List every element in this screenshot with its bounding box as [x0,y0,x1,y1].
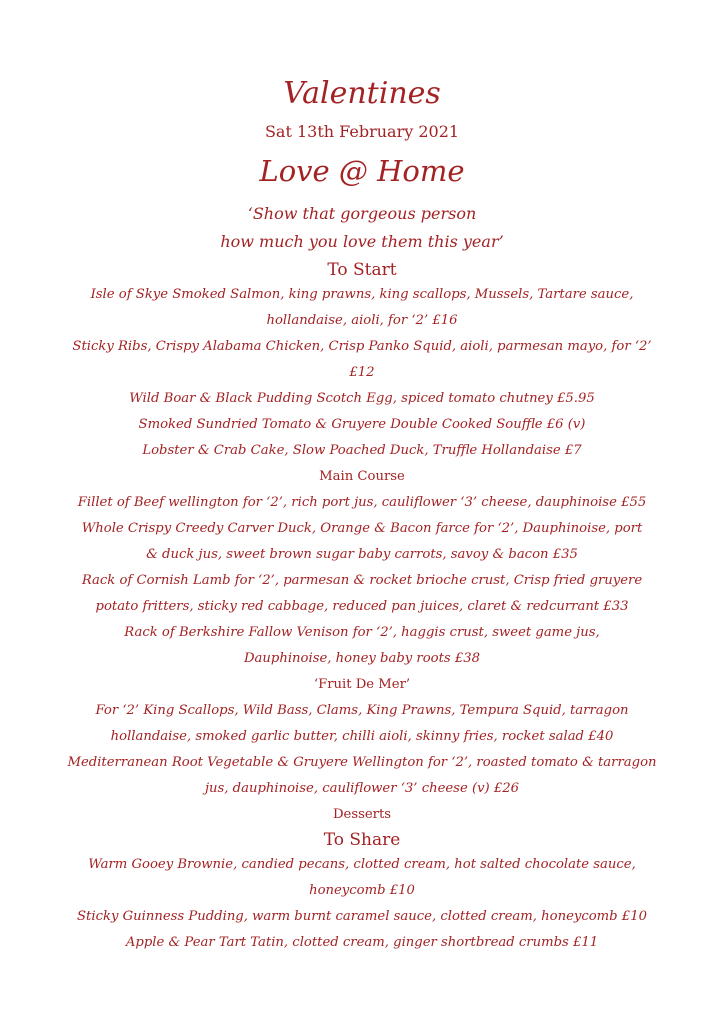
menu-item: Smoked Sundried Tomato & Gruyere Double Cooked Souffle £6 (v) [138,417,586,432]
menu-item: Isle of Skye Smoked Salmon, king prawns, king scallops, Mussels, Tartare sauce, hollandaise, aioli, for ‘2’ £16 [90,287,634,328]
section-title-desserts: Desserts [332,807,392,822]
section-title-seafood: ‘Fruit De Mer’ [313,677,411,692]
menu-item: Mediterranean Root Vegetable & Gruyere Wellington for ‘2’, roasted tomato & tarragon jus, dauphinoise, cauliflower ‘3’ cheese (v) £26 [67,755,657,796]
menu-item: Lobster & Crab Cake, Slow Poached Duck, Truffle Hollandaise £7 [142,443,582,458]
menu-body [60,258,664,956]
menu-subtitle: Love @ Home [259,154,465,188]
section-title-mains: Main Course [319,469,405,484]
section-subtitle-share: To Share [323,830,401,850]
menu-item: Apple & Pear Tart Tatin, clotted cream, ginger shortbread crumbs £11 [125,935,599,950]
tagline-line-1: ‘Show that gorgeous person [247,204,477,223]
section-title-starters: To Start [327,260,397,280]
menu-title: Valentines [283,76,441,111]
menu-item: Warm Gooey Brownie, candied pecans, clotted cream, hot salted chocolate sauce, honeycomb £10 [88,857,636,898]
event-date: Sat 13th February 2021 [264,122,460,141]
menu-item: For ‘2’ King Scallops, Wild Bass, Clams, King Prawns, Tempura Squid, tarragon hollandaise, smoked garlic butter, chilli aioli, skinny fries, rocket salad £40 [95,703,629,744]
menu-item: Rack of Berkshire Fallow Venison for ‘2’, haggis crust, sweet game jus, Dauphinoise, honey baby roots £38 [124,625,600,666]
tagline [0,200,724,256]
menu-item: Rack of Cornish Lamb for ‘2’, parmesan & rocket brioche crust, Crisp fried gruyere potato fritters, sticky red cabbage, reduced pan juices, claret & redcurrant £33 [81,573,643,614]
tagline-line-2: how much you love them this year’ [220,232,504,251]
menu-item: Whole Crispy Creedy Carver Duck, Orange & Bacon farce for ‘2’, Dauphinoise, port & duck jus, sweet brown sugar baby carrots, savoy & bacon £35 [81,521,643,562]
menu-item: Sticky Ribs, Crispy Alabama Chicken, Crisp Panko Squid, aioli, parmesan mayo, for ‘2’ £12 [72,339,652,380]
menu-item: Sticky Guinness Pudding, warm burnt caramel sauce, clotted cream, honeycomb £10 [77,909,647,924]
menu-item: Fillet of Beef wellington for ‘2’, rich port jus, cauliflower ‘3’ cheese, dauphinoise £55 [77,495,647,510]
menu-item: Wild Boar & Black Pudding Scotch Egg, spiced tomato chutney £5.95 [129,391,595,406]
